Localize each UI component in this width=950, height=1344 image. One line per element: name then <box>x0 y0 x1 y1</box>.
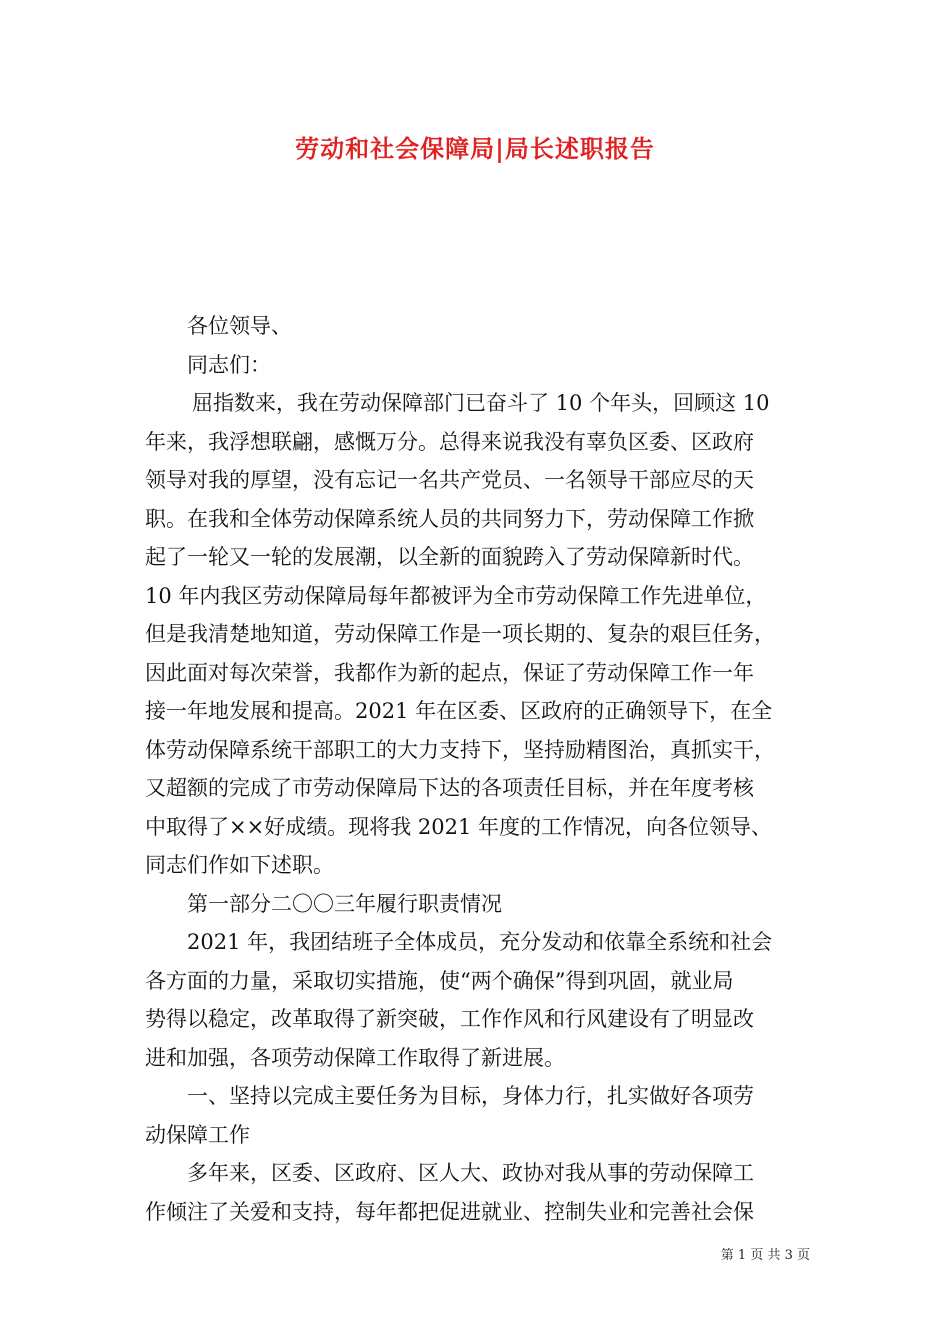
document-body <box>145 307 805 1231</box>
text-line: 职。在我和全体劳动保障系统人员的共同努力下，劳动保障工作掀 <box>145 506 754 531</box>
text-line: 接一年地发展和提高。2021 年在区委、区政府的正确领导下，在全 <box>145 699 773 723</box>
text-line: 各方面的力量，采取切实措施，使“两个确保”得到巩固，就业局 <box>145 968 734 993</box>
text-line: 同志们作如下述职。 <box>145 853 334 877</box>
text-line: 领导对我的厚望，没有忘记一名共产党员、一名领导干部应尽的天 <box>145 468 754 492</box>
text-line: 又超额的完成了市劳动保障局下达的各项责任目标，并在年度考核 <box>145 776 754 800</box>
page-title: 劳动和社会保障局|局长述职报告 <box>295 134 655 163</box>
text-line: 中取得了××好成绩。现将我 2021 年度的工作情况，向各位领导、 <box>145 814 772 839</box>
text-line: 起了一轮又一轮的发展潮，以全新的面貌跨入了劳动保障新时代。 <box>145 545 754 569</box>
text-line: 各位领导、 <box>187 314 292 338</box>
text-line: 进和加强，各项劳动保障工作取得了新进展。 <box>145 1045 565 1070</box>
text-line: 2021 年，我团结班子全体成员，充分发动和依靠全系统和社会 <box>187 930 773 954</box>
text-line: 作倾注了关爱和支持，每年都把促进就业、控制失业和完善社会保 <box>145 1199 754 1224</box>
text-line: 但是我清楚地知道，劳动保障工作是一项长期的、复杂的艰巨任务， <box>145 622 775 646</box>
text-line: 多年来，区委、区政府、区人大、政协对我从事的劳动保障工 <box>187 1161 754 1185</box>
text-line: 屈指数来，我在劳动保障部门已奋斗了 10 个年头，回顾这 10 <box>192 391 770 415</box>
text-line: 动保障工作 <box>145 1122 250 1147</box>
text-line: 同志们： <box>187 352 271 377</box>
text-line: 体劳动保障系统干部职工的大力支持下，坚持励精图治，真抓实干， <box>145 737 775 762</box>
text-line: 第一部分二〇〇三年履行职责情况 <box>187 891 502 916</box>
page-number: 第 1 页 共 3 页 <box>720 1248 810 1263</box>
text-line: 因此面对每次荣誉，我都作为新的起点，保证了劳动保障工作一年 <box>145 660 754 685</box>
text-line: 势得以稳定，改革取得了新突破，工作作风和行风建设有了明显改 <box>145 1007 754 1031</box>
text-line: 10 年内我区劳动保障局每年都被评为全市劳动保障工作先进单位， <box>145 583 767 608</box>
text-line: 一、坚持以完成主要任务为目标，身体力行，扎实做好各项劳 <box>187 1084 754 1108</box>
text-line: 年来，我浮想联翩，感慨万分。总得来说我没有辜负区委、区政府 <box>145 429 754 454</box>
